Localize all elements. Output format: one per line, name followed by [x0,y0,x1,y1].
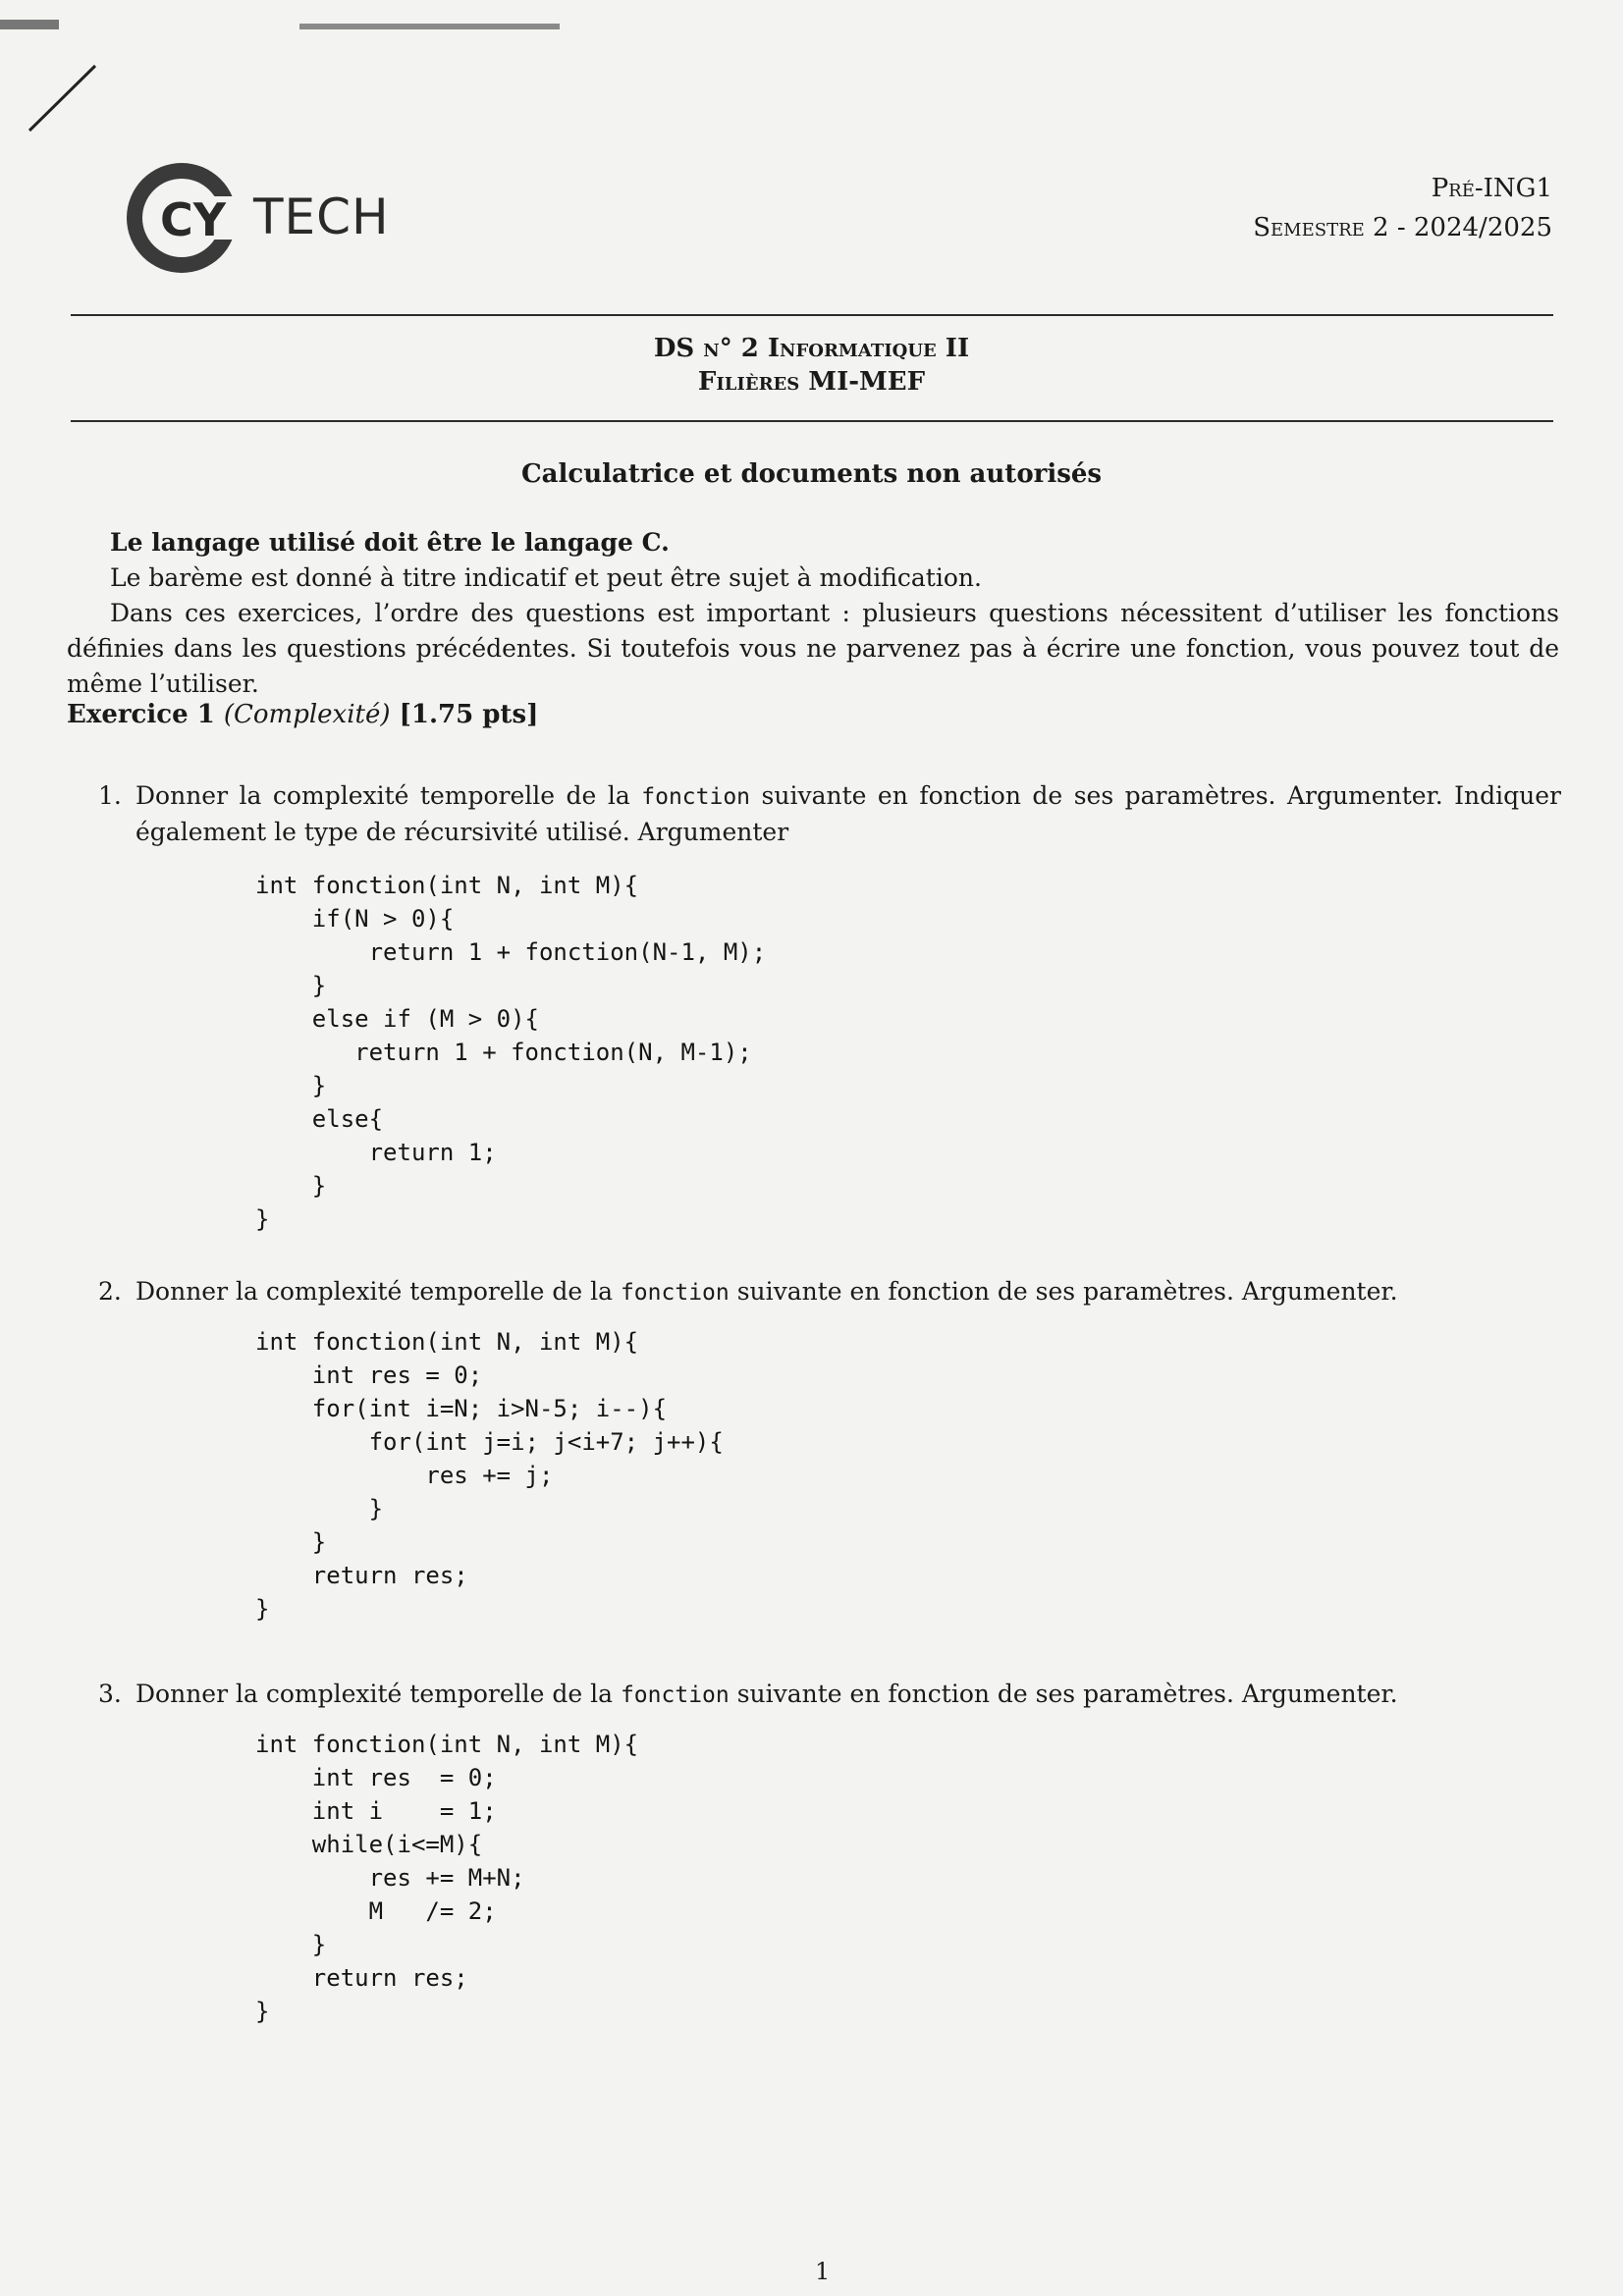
logo-tech-text: TECH [253,188,390,245]
exercise-label: Exercice 1 [67,700,215,729]
question-1 [98,778,1561,849]
keyword-fonction: fonction [620,1682,730,1708]
exercise-1-heading [67,700,538,729]
pen-stroke [25,54,113,142]
scan-mark [299,24,560,29]
question-text: Donner la complexité temporelle de la fonction suivante en fonction de ses paramètres. Argumenter. Indiquer également le type de récursivité utilisé. Argumenter [135,781,1562,846]
keyword-fonction: fonction [641,784,751,810]
exam-title-line: DS n° 2 Informatique II [653,334,970,363]
page-number: 1 [815,2258,831,2285]
logo-cy-text: CY [160,193,227,246]
scan-mark [0,20,59,29]
code-block-3: int fonction(int N, int M){ int res = 0; int i = 1; while(i<=M){ res += M+N; M /= 2; } return res; } [255,1731,639,2025]
question-number: 3. [98,1680,122,1708]
exercise-points: [1.75 pts] [399,700,539,729]
question-number: 1. [98,781,122,810]
exam-title [0,332,1623,399]
cy-logo-icon [123,157,250,285]
title-rule [71,420,1553,422]
order-note: Dans ces exercices, l’ordre des questions est important : plusieurs questions nécessitent d’utiliser les fonctions définies dans les questions précédentes. Si toutefois vous ne parvenez pas à écrire une fonction, vous pouvez tout de même l’utiliser. [67,599,1559,698]
level-label: Pré-ING1 [1431,174,1552,203]
course-info [1253,169,1552,247]
question-number: 2. [98,1277,122,1306]
exercise-topic: (Complexité) [223,700,391,729]
bareme-note: Le barème est donné à titre indicatif et peut être sujet à modification. [110,563,982,592]
instructions [67,525,1559,702]
question-text: Donner la complexité temporelle de la fonction suivante en fonction de ses paramètres. Argumenter. [135,1680,1398,1708]
code-block-1: int fonction(int N, int M){ if(N > 0){ return 1 + fonction(N-1, M); } else if (M > 0){ return 1 + fonction(N, M-1); } else{ return 1; } } [255,872,767,1233]
calculator-notice: Calculatrice et documents non autorisés [520,459,1103,489]
question-2 [98,1274,1561,1310]
question-text: Donner la complexité temporelle de la fonction suivante en fonction de ses paramètres. Argumenter. [135,1277,1398,1306]
cy-tech-logo [123,157,417,285]
code-block-2: int fonction(int N, int M){ int res = 0; for(int i=N; i>N-5; i--){ for(int j=i; j<i+7; j++){ res += j; } } return res; } [255,1328,724,1623]
language-instruction: Le langage utilisé doit être le langage C. [110,528,670,557]
semester-label: Semestre 2 - 2024/2025 [1253,213,1552,242]
exam-filieres: Filières MI-MEF [697,367,926,397]
question-3 [98,1677,1561,1713]
keyword-fonction: fonction [620,1280,730,1306]
header-rule [71,314,1553,316]
